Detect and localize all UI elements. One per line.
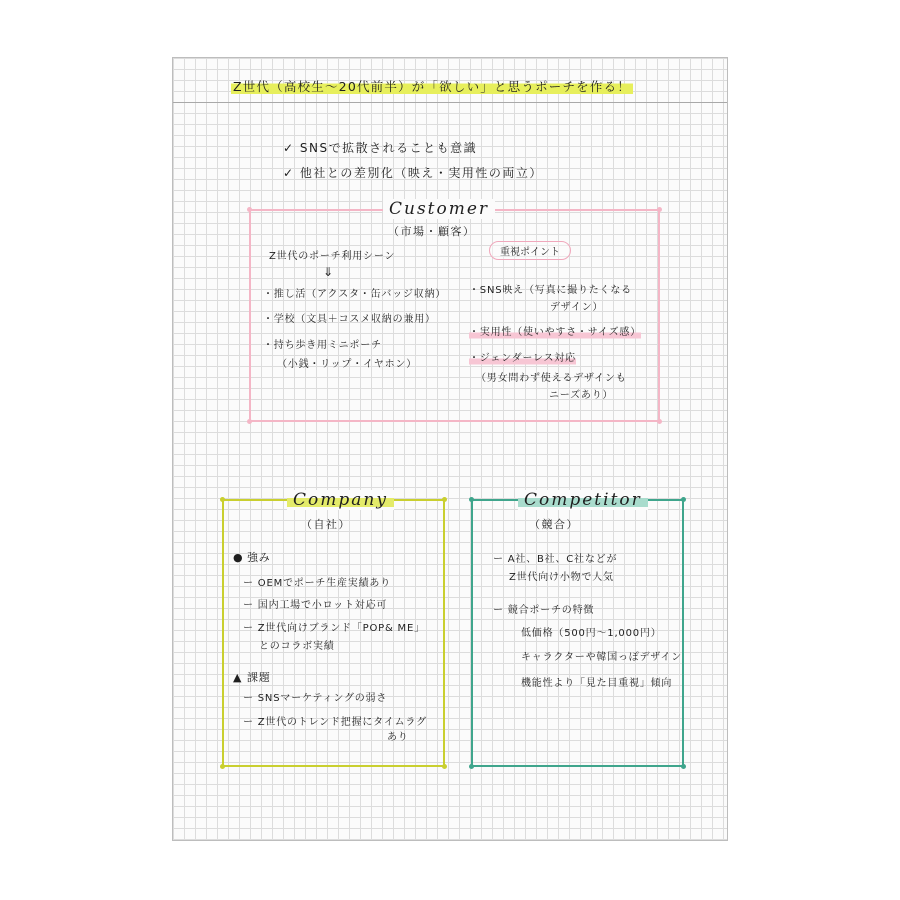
competitor-title: Competitor — [518, 490, 648, 510]
page-title: Z世代（高校生〜20代前半）が「欲しい」と思うポーチを作る！ — [233, 79, 631, 94]
competitor-line: ー A社、B社、C社などが — [493, 554, 618, 565]
issue-item: ー Z世代のトレンド把握にタイムラグ — [243, 717, 427, 728]
point-item: ・SNS映え（写真に撮りたくなる — [469, 285, 632, 296]
point-item: ニーズあり） — [549, 390, 614, 401]
triangle-bullet-icon: ▲ — [233, 671, 243, 684]
priority-bubble: 重視ポイント — [489, 241, 571, 260]
company-title: Company — [287, 490, 394, 510]
competitor-line: 機能性より「見た目重視」傾向 — [521, 678, 673, 689]
point-item: ・実用性（使いやすさ・サイズ感） — [469, 327, 641, 338]
competitor-line: キャラクターや韓国っぽデザイン — [521, 652, 683, 663]
down-arrow: ⇓ — [323, 265, 334, 279]
company-subtitle: （自社） — [301, 518, 351, 531]
issue-heading: ▲ 課題 — [233, 671, 271, 684]
scene-heading: Z世代のポーチ利用シーン — [269, 251, 396, 262]
check-item: ✓ SNSで拡散されることも意識 — [283, 141, 478, 155]
point-item: ・ジェンダーレス対応 — [469, 353, 576, 364]
check-item: ✓ 他社との差別化（映え・実用性の両立） — [283, 166, 543, 180]
scene-item: ・持ち歩き用ミニポーチ — [263, 340, 382, 351]
strength-item: とのコラボ実績 — [259, 641, 335, 652]
issue-item: あり — [387, 732, 409, 743]
strength-item: ー Z世代向けブランド「POP& ME」 — [243, 623, 425, 634]
check-list — [283, 136, 543, 186]
competitor-line: ー 競合ポーチの特徴 — [493, 605, 595, 616]
point-item: デザイン） — [550, 302, 604, 313]
issue-item: ー SNSマーケティングの弱さ — [243, 693, 388, 704]
customer-title: Customer — [383, 199, 495, 219]
notebook-page — [172, 57, 728, 841]
strength-heading: ● 強み — [233, 551, 271, 564]
customer-subtitle: （市場・顧客） — [388, 225, 476, 238]
strength-item: ー 国内工場で小ロット対応可 — [243, 600, 388, 611]
competitor-subtitle: （競合） — [529, 518, 579, 531]
header-rule — [173, 102, 727, 103]
strength-item: ー OEMでポーチ生産実績あり — [243, 578, 391, 589]
scene-item: （小銭・リップ・イヤホン） — [277, 359, 417, 370]
scene-item: ・推し活（アクスタ・缶バッジ収納） — [263, 289, 447, 300]
circle-bullet-icon: ● — [233, 551, 244, 564]
scene-item: ・学校（文具＋コスメ収納の兼用） — [263, 314, 436, 325]
point-item: （男女問わず使えるデザインも — [476, 373, 627, 384]
competitor-line: Z世代向け小物で人気 — [509, 572, 614, 583]
competitor-line: 低価格（500円〜1,000円） — [521, 628, 662, 639]
